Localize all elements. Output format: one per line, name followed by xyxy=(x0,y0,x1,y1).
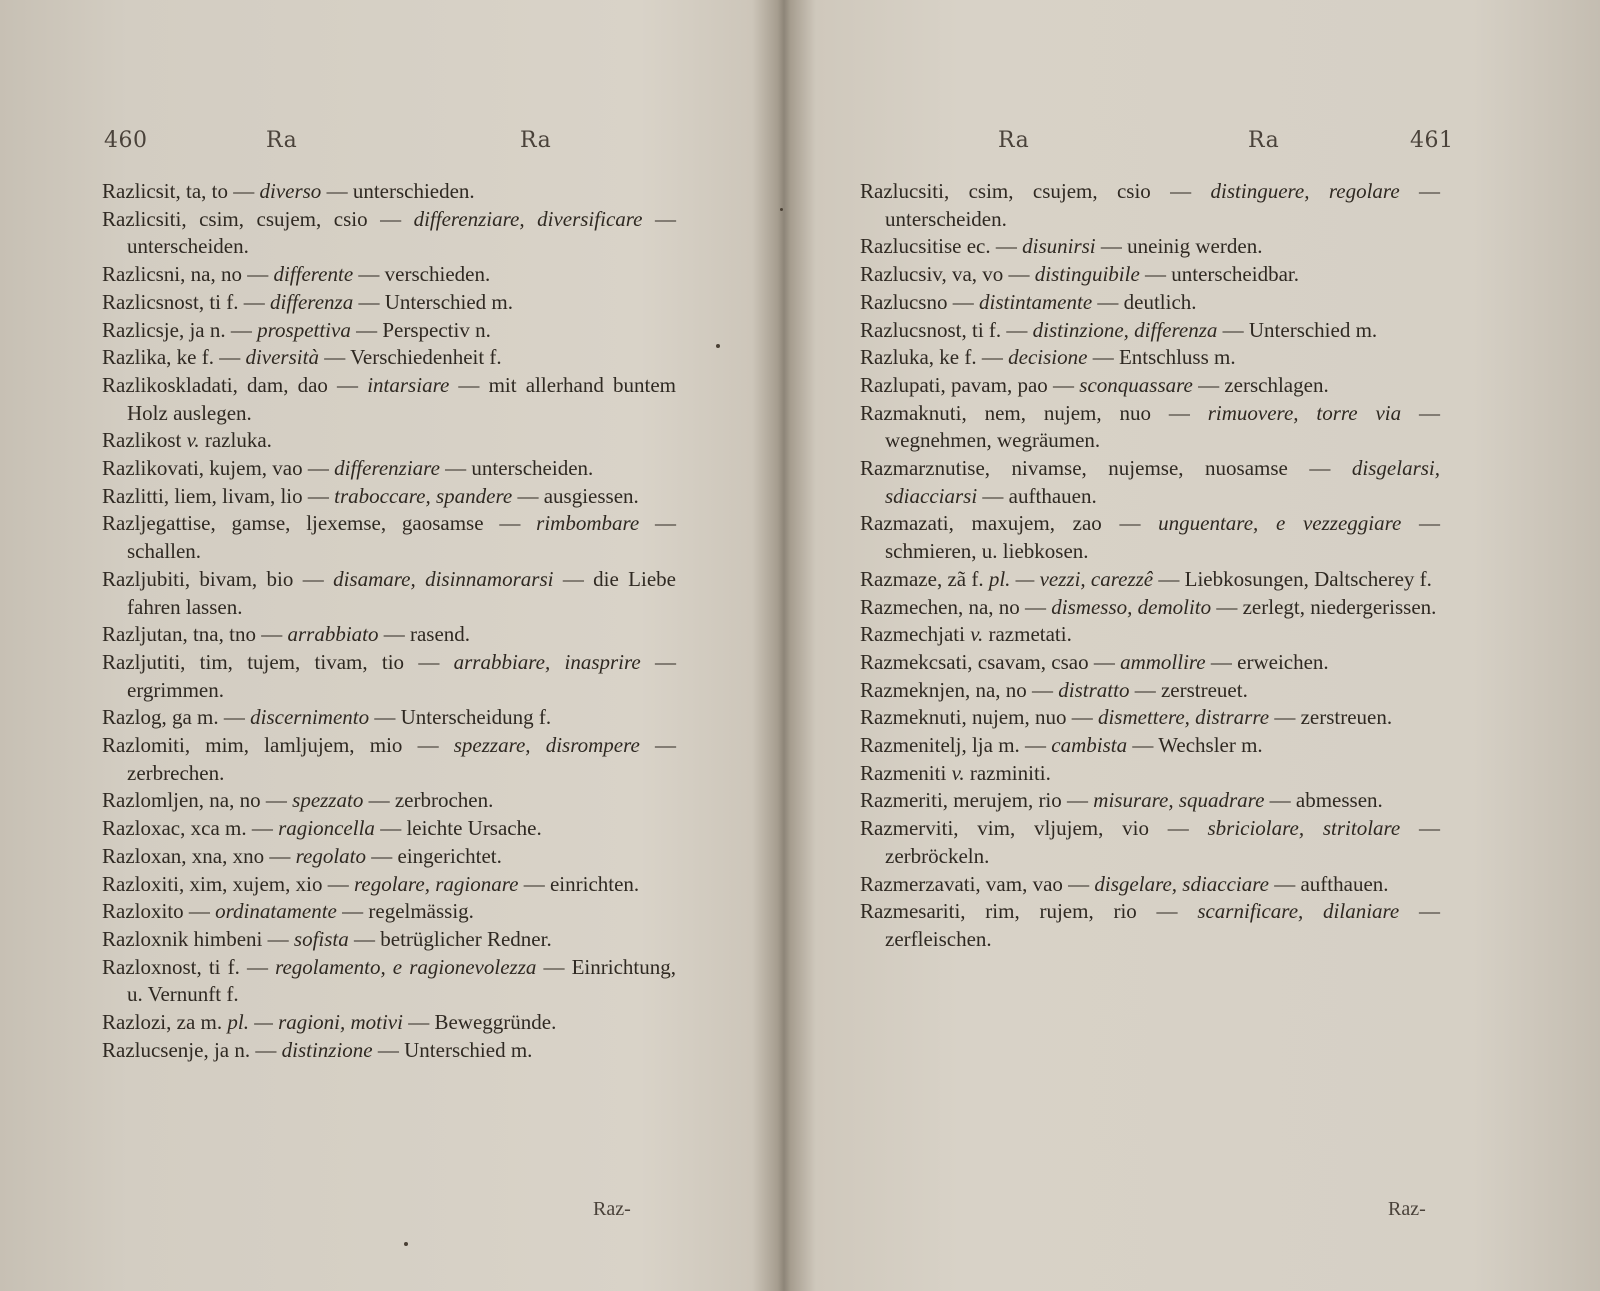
dictionary-entry xyxy=(102,871,676,899)
entry-italian: prospettiva xyxy=(257,317,351,342)
dictionary-entry xyxy=(102,261,676,289)
dictionary-entry xyxy=(102,455,676,483)
entry-italian: distratto xyxy=(1058,677,1130,702)
dictionary-entry xyxy=(102,926,676,954)
entry-italian: misurare, squadrare xyxy=(1093,788,1265,813)
dictionary-entry xyxy=(102,843,676,871)
dictionary-entry xyxy=(102,317,676,345)
entry-german: — zerbrechen. xyxy=(127,733,676,785)
running-header-right-a: Ra xyxy=(998,128,1030,153)
dictionary-entry xyxy=(102,206,676,261)
entry-german: — aufthauen. xyxy=(977,483,1097,508)
entry-german: — Verschiedenheit f. xyxy=(318,345,502,370)
entry-italian: traboccare, spandere xyxy=(334,483,513,508)
entry-german: — verschieden. xyxy=(353,262,491,287)
entry-italian: regolamento, e ragionevolezza xyxy=(275,954,537,979)
entry-german: — zerlegt, niedergerissen. xyxy=(1211,594,1437,619)
dictionary-entry xyxy=(102,898,676,926)
dictionary-entry xyxy=(860,233,1440,261)
entry-italian: disgelarsi, sdiacciarsi xyxy=(885,456,1440,508)
entry-italian: pl. — vezzi, carezzê xyxy=(988,566,1154,591)
dictionary-entry xyxy=(860,594,1440,622)
entry-headword: Razljegattise, gamse, ljexemse, gaosamse — xyxy=(102,511,537,536)
entry-italian: cambista xyxy=(1051,733,1128,758)
page-number-left: 460 xyxy=(104,128,148,153)
entry-headword: Razloxito — xyxy=(102,899,216,924)
entry-german: — Einrichtung, u. Vernunft f. xyxy=(127,954,676,1007)
dictionary-entry xyxy=(860,178,1440,233)
entry-headword: Razmekcsati, csavam, csao — xyxy=(860,649,1121,674)
dictionary-entry xyxy=(102,787,676,815)
entry-german: — unterscheiden. xyxy=(127,206,676,259)
entry-italian: sofista xyxy=(293,926,349,951)
entry-headword: Razlupati, pavam, pao — xyxy=(860,372,1080,397)
entry-italian: ordinatamente xyxy=(215,899,337,924)
right-entry-list xyxy=(860,178,1440,954)
entry-headword: Razlikoskladati, dam, dao — xyxy=(102,372,368,397)
entry-headword: Razljutan, tna, tno — xyxy=(102,622,288,647)
dictionary-entry xyxy=(860,649,1440,677)
entry-german: — Unterscheidung f. xyxy=(369,705,552,730)
entry-german: — zerfleischen. xyxy=(885,899,1441,951)
running-header-left-b: Ra xyxy=(520,128,552,153)
entry-german: — deutlich. xyxy=(1092,289,1197,314)
dictionary-entry xyxy=(860,677,1440,705)
entry-headword: Razlucsiti, csim, csujem, csio — xyxy=(860,179,1211,203)
entry-german: — Perspectiv n. xyxy=(350,317,491,342)
entry-german: razmetati. xyxy=(983,622,1072,647)
entry-italian: sconquassare xyxy=(1079,372,1193,397)
entry-headword: Razmerzavati, vam, vao — xyxy=(860,871,1095,896)
entry-german: — Entschluss m. xyxy=(1087,345,1236,370)
entry-german: — ergrimmen. xyxy=(127,649,677,702)
entry-german: — erweichen. xyxy=(1205,649,1329,674)
entry-headword: Razloxnik himbeni — xyxy=(102,926,294,951)
entry-german: — eingerichtet. xyxy=(366,843,502,868)
entry-german: — schallen. xyxy=(127,511,677,564)
dictionary-entry xyxy=(102,344,676,372)
entry-headword: Razlomljen, na, no — xyxy=(102,788,293,813)
entry-italian: distinzione xyxy=(281,1037,373,1062)
entry-german: — unterscheidbar. xyxy=(1139,262,1299,287)
dictionary-entry xyxy=(860,289,1440,317)
entry-headword: Razmeknjen, na, no — xyxy=(860,677,1059,702)
dictionary-entry xyxy=(102,732,676,787)
right-page xyxy=(790,0,1600,1291)
entry-headword: Razlicsiti, csim, csujem, csio — xyxy=(102,206,414,231)
entry-german: — schmieren, u. liebkosen. xyxy=(885,511,1441,564)
entry-headword: Razloxnost, ti f. — xyxy=(102,954,276,979)
entry-german: — rasend. xyxy=(378,622,471,647)
running-header-left-a: Ra xyxy=(266,128,298,153)
entry-headword: Razlicsit, ta, to — xyxy=(102,179,260,203)
entry-italian: v. xyxy=(970,622,984,647)
entry-german: — betrüglicher Redner. xyxy=(348,926,552,951)
page-number-right: 461 xyxy=(1410,128,1454,153)
entry-german: — Liebkosungen, Daltscherey f. xyxy=(1153,566,1432,591)
entry-german: — ausgiessen. xyxy=(512,483,639,508)
entry-headword: Razlozi, za m. xyxy=(102,1010,228,1035)
entry-italian: v. xyxy=(186,428,200,453)
entry-german: — zerbröckeln. xyxy=(885,816,1440,868)
dictionary-entry xyxy=(102,1037,676,1065)
entry-headword: Razlikost xyxy=(102,428,187,453)
entry-italian: dismettere, distrarre xyxy=(1097,705,1270,730)
dictionary-entry xyxy=(860,732,1440,760)
entry-italian: v. xyxy=(951,760,965,785)
entry-headword: Razlika, ke f. — xyxy=(102,345,246,370)
dictionary-entry xyxy=(860,898,1440,953)
dictionary-entry xyxy=(102,815,676,843)
entry-headword: Razljubiti, bivam, bio — xyxy=(102,566,334,591)
entry-italian: intarsiare xyxy=(367,372,450,397)
entry-italian: regolato xyxy=(295,843,367,868)
dictionary-entry xyxy=(860,621,1440,649)
left-page xyxy=(0,0,780,1291)
entry-german: — unterscheiden. xyxy=(439,456,594,481)
dictionary-entry xyxy=(860,787,1440,815)
entry-german: — mit allerhand buntem Holz auslegen. xyxy=(127,372,676,425)
entry-italian: diversità xyxy=(245,345,319,370)
entry-headword: Razlicsnost, ti f. — xyxy=(102,289,270,314)
entry-german: — abmessen. xyxy=(1264,788,1383,813)
entry-german: — Unterschied m. xyxy=(372,1037,533,1062)
entry-headword: Razlicsni, na, no — xyxy=(102,262,274,287)
entry-italian: disamare, disinnamorarsi xyxy=(333,566,554,591)
entry-headword: Razmesariti, rim, rujem, rio — xyxy=(860,899,1198,924)
dictionary-entry xyxy=(860,344,1440,372)
entry-italian: arrabbiare, inasprire xyxy=(453,649,641,674)
entry-headword: Razmazati, maxujem, zao — xyxy=(860,511,1159,536)
dictionary-entry xyxy=(860,400,1440,455)
entry-headword: Razlucsiv, va, vo — xyxy=(860,262,1035,287)
ink-speck xyxy=(716,344,720,348)
entry-italian: sbriciolare, stritolare xyxy=(1207,816,1401,841)
entry-headword: Razlucsitise ec. — xyxy=(860,234,1023,259)
entry-headword: Razlucsno — xyxy=(860,289,979,314)
entry-german: — zerschlagen. xyxy=(1192,372,1329,397)
entry-german: — zerbrochen. xyxy=(363,788,494,813)
entry-german: — aufthauen. xyxy=(1268,871,1389,896)
entry-italian: pl. — ragioni, motivi xyxy=(227,1010,403,1035)
entry-italian: distinguibile xyxy=(1034,262,1140,287)
dictionary-entry xyxy=(102,372,676,427)
dictionary-entry xyxy=(860,566,1440,594)
entry-italian: ragioncella xyxy=(278,816,375,841)
dictionary-entry xyxy=(860,372,1440,400)
entry-headword: Razlog, ga m. — xyxy=(102,705,251,730)
dictionary-entry xyxy=(102,427,676,455)
dictionary-entry xyxy=(860,510,1440,565)
entry-headword: Razmerviti, vim, vljujem, vio — xyxy=(860,816,1208,841)
entry-german: — unterscheiden. xyxy=(885,179,1441,231)
entry-italian: rimbombare xyxy=(536,511,640,536)
entry-headword: Razlicsje, ja n. — xyxy=(102,317,258,342)
entry-german: — leichte Ursache. xyxy=(374,816,542,841)
entry-german: — regelmässig. xyxy=(336,899,474,924)
entry-italian: disunirsi xyxy=(1022,234,1096,259)
entry-headword: Razmarznutise, nivamse, nujemse, nuosamse — xyxy=(860,456,1352,481)
entry-italian: spezzato xyxy=(292,788,364,813)
entry-italian: decisione xyxy=(1008,345,1088,370)
dictionary-entry xyxy=(102,510,676,565)
dictionary-entry xyxy=(102,621,676,649)
dictionary-entry xyxy=(860,455,1440,510)
dictionary-entry xyxy=(860,317,1440,345)
entry-italian: disgelare, sdiacciare xyxy=(1094,871,1269,896)
entry-headword: Razloxiti, xim, xujem, xio — xyxy=(102,871,354,896)
entry-headword: Razmeknuti, nujem, nuo — xyxy=(860,705,1098,730)
dictionary-entry xyxy=(860,871,1440,899)
entry-headword: Razmenitelj, lja m. — xyxy=(860,733,1052,758)
left-entry-list xyxy=(102,178,676,1065)
entry-italian: spezzare, disrompere xyxy=(453,733,640,758)
entry-headword: Razmaze, zã f. xyxy=(860,566,989,591)
entry-italian: unguentare, e vezzeggiare xyxy=(1158,511,1402,536)
entry-headword: Razmeniti xyxy=(860,760,952,785)
entry-italian: distintamente xyxy=(978,289,1093,314)
dictionary-entry xyxy=(102,289,676,317)
entry-italian: dismesso, demolito xyxy=(1051,594,1212,619)
dictionary-entry xyxy=(102,483,676,511)
entry-headword: Razloxac, xca m. — xyxy=(102,816,279,841)
entry-german: — zerstreuet. xyxy=(1129,677,1248,702)
dictionary-entry xyxy=(102,178,676,206)
dictionary-entry xyxy=(102,704,676,732)
entry-german: — Unterschied m. xyxy=(353,289,513,314)
entry-italian: diverso xyxy=(259,179,322,203)
entry-italian: distinguere, regolare xyxy=(1210,179,1400,203)
running-header-right-b: Ra xyxy=(1248,128,1280,153)
entry-german: razluka. xyxy=(199,428,272,453)
entry-headword: Razmeriti, merujem, rio — xyxy=(860,788,1094,813)
ink-speck xyxy=(780,208,783,211)
entry-italian: scarnificare, dilaniare xyxy=(1197,899,1400,924)
entry-german: razminiti. xyxy=(964,760,1051,785)
entry-headword: Razmechen, na, no — xyxy=(860,594,1052,619)
entry-headword: Razmechjati xyxy=(860,622,971,647)
dictionary-entry xyxy=(860,815,1440,870)
dictionary-entry xyxy=(102,566,676,621)
entry-headword: Razmaknuti, nem, nujem, nuo — xyxy=(860,400,1208,425)
entry-italian: discernimento xyxy=(250,705,370,730)
entry-italian: rimuovere, torre via xyxy=(1207,400,1402,425)
entry-headword: Razlucsenje, ja n. — xyxy=(102,1037,282,1062)
catchword-left: Raz- xyxy=(593,1198,631,1220)
entry-german: — einrichten. xyxy=(518,871,640,896)
entry-headword: Razluka, ke f. — xyxy=(860,345,1009,370)
entry-headword: Razlucsnost, ti f. — xyxy=(860,317,1033,342)
entry-headword: Razlikovati, kujem, vao — xyxy=(102,456,335,481)
entry-german: — Beweggründe. xyxy=(402,1010,557,1035)
entry-headword: Razlitti, liem, livam, lio — xyxy=(102,483,335,508)
entry-italian: differenza xyxy=(269,289,354,314)
dictionary-entry xyxy=(102,954,676,1009)
entry-german: — wegnehmen, wegräumen. xyxy=(885,400,1441,453)
entry-german: — Wechsler m. xyxy=(1127,733,1263,758)
entry-italian: arrabbiato xyxy=(287,622,379,647)
entry-german: — die Liebe fahren lassen. xyxy=(127,566,676,619)
entry-italian: distinzione, differenza xyxy=(1032,317,1218,342)
entry-german: — uneinig werden. xyxy=(1095,234,1263,259)
dictionary-entry xyxy=(102,1009,676,1037)
dictionary-entry xyxy=(860,704,1440,732)
entry-italian: regolare, ragionare xyxy=(353,871,519,896)
entry-headword: Razloxan, xna, xno — xyxy=(102,843,296,868)
entry-german: — Unterschied m. xyxy=(1217,317,1378,342)
entry-german: — zerstreuen. xyxy=(1269,705,1393,730)
dictionary-entry xyxy=(860,760,1440,788)
entry-italian: differente xyxy=(273,262,354,287)
entry-italian: differenziare, diversificare xyxy=(413,206,643,231)
entry-headword: Razlomiti, mim, lamljujem, mio — xyxy=(102,733,454,758)
entry-german: — unterschieden. xyxy=(321,179,475,203)
catchword-right: Raz- xyxy=(1388,1198,1426,1220)
entry-italian: ammollire xyxy=(1120,649,1206,674)
entry-italian: differenziare xyxy=(334,456,440,481)
ink-speck xyxy=(404,1242,408,1246)
entry-headword: Razljutiti, tim, tujem, tivam, tio — xyxy=(102,649,454,674)
dictionary-entry xyxy=(860,261,1440,289)
dictionary-entry xyxy=(102,649,676,704)
